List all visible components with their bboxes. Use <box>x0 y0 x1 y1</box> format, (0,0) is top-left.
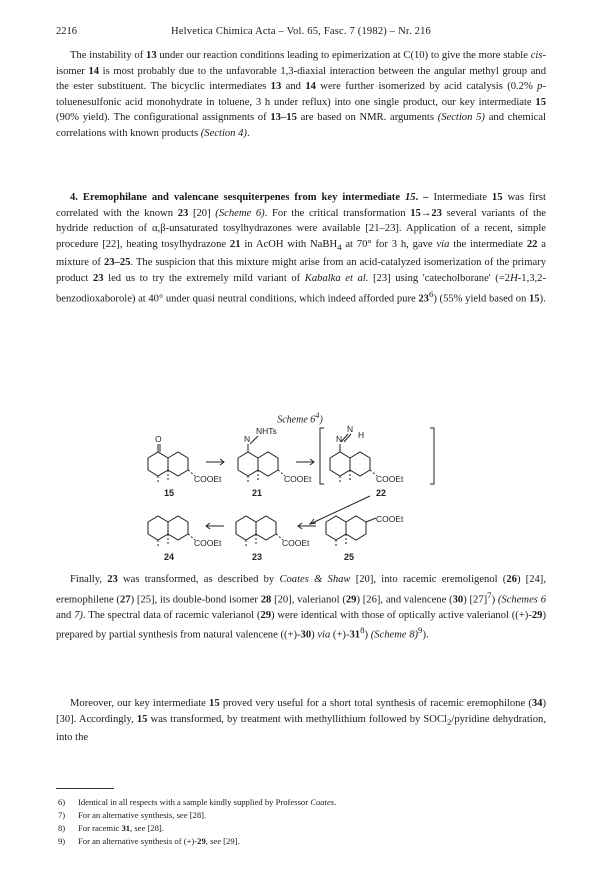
footnote-9: 9) For an alternative synthesis of (+)-29, see [29]. <box>58 836 240 846</box>
h-label-22: H <box>358 430 365 440</box>
running-title: Helvetica Chimica Acta – Vol. 65, Fasc. 7 (1982) – Nr. 216 <box>171 26 431 37</box>
ester-label-22: COOEt <box>376 474 404 484</box>
page-number: 2216 <box>56 26 77 37</box>
ester-label-24: COOEt <box>194 538 222 548</box>
structure-23 <box>236 516 283 546</box>
compound-label-25: 25 <box>344 552 355 562</box>
compound-label-15: 15 <box>164 488 175 498</box>
compound-label-23: 23 <box>252 552 263 562</box>
footnote-rule <box>56 788 114 789</box>
n-label-22b: N <box>347 424 354 434</box>
nhts-label: NHTs <box>256 426 277 436</box>
footnote-7: 7) For an alternative synthesis, see [28]. <box>58 810 207 820</box>
paragraph-4: Moreover, our key intermediate 15 proved very useful for a short total synthesis of racemic eremophilone (34) [30]. Accordingly, 15 was transformed, by treatment with methyllithium followed by SOCl$_2$/pyridine dehydration, into the <box>56 698 546 744</box>
scheme-caption: Scheme $6^4$) <box>277 411 323 426</box>
ester-label-23: COOEt <box>282 538 310 548</box>
footnote-8: 8) For racemic 31, see [28]. <box>58 823 164 833</box>
ester-label-21: COOEt <box>284 474 312 484</box>
compound-label-21: 21 <box>252 488 263 498</box>
structure-15 <box>148 444 195 482</box>
reaction-scheme <box>140 424 480 570</box>
n-label-21: N <box>244 434 251 444</box>
footnotes <box>56 796 546 848</box>
ester-label-15: COOEt <box>194 474 222 484</box>
ester-label-25: COOEt <box>376 514 404 524</box>
paragraph-1: The instability of 13 under our reaction conditions leading to epimerization at C(10) to give the more stable cis-isomer 14 is most probably due to the unfavorable 1,3-diaxial interaction between the angular methyl group and the ester substituent. The bicyclic intermediates 13 and 14 were further isomerized by acid catalysis (0.2% p-toluenesulfonic acid monohydrate in toluene, 3 h under reflux) into one single product, our key intermediate 15 (90% yield). The configurational assignments of 13–15 are based on NMR. arguments (Section 5) and chemical correlations with known products (Section 4). <box>56 50 546 139</box>
paragraph-section-4: 4. Eremophilane and valencane sesquiterpenes from key intermediate 15. – Intermediate 15 was first correlated with the known 23 [20] (Scheme 6). For the critical transformation 15→23 several variants of the hydride reduction of α,β-unsaturated tosylhydrazones were available [21–23]. Application of a recent, simple procedure [22], heating tosylhydrazone 21 in AcOH with NaBH$_4$ at 70° for 3 h, gave via the intermediate 22 a mixture of 23–25. The suspicion that this mixture might arise from an acid-catalyzed isomerization of the primary product 23 led us to try the extremely mild variant of Kabalka et al. [23] using 'catecholborane' (=2H-1,3,2-benzodioxaborole) at 40° under quasi neutral conditions, which indeed afforded pure $23^6$) (55% yield based on 15). <box>56 192 547 305</box>
section-heading: 4. Eremophilane and valencane sesquiterpenes from key intermediate 15. – <box>70 192 434 203</box>
oxo-label: O <box>155 434 162 444</box>
bracket-right <box>430 428 434 484</box>
structure-24 <box>148 516 195 546</box>
n-label-22a: N <box>336 434 343 444</box>
footnote-6: 6) Identical in all respects with a sample kindly supplied by Professor Coates. <box>58 797 337 807</box>
arrow-22-25 <box>310 496 370 524</box>
structure-25 <box>326 516 376 546</box>
page-header <box>56 26 546 42</box>
compound-label-24: 24 <box>164 552 175 562</box>
bracket-left <box>320 428 324 484</box>
compound-label-22: 22 <box>376 488 387 498</box>
paragraph-3: Finally, 23 was transformed, as described by Coates & Shaw [20], into racemic eremoligenol (26) [24], eremophilene (27) [25], its double-bond isomer 28 [20], valerianol (29) [26], and valencene (30) $[27]^7$) (Schemes 6 and 7). The spectral data of racemic valerianol (29) were identical with those of optically active valerianol ((+)-29) prepared by partial synthesis from natural valencene ((+)-30) via $(+)-31^8$) (Scheme 8)$^9$). <box>56 574 546 641</box>
